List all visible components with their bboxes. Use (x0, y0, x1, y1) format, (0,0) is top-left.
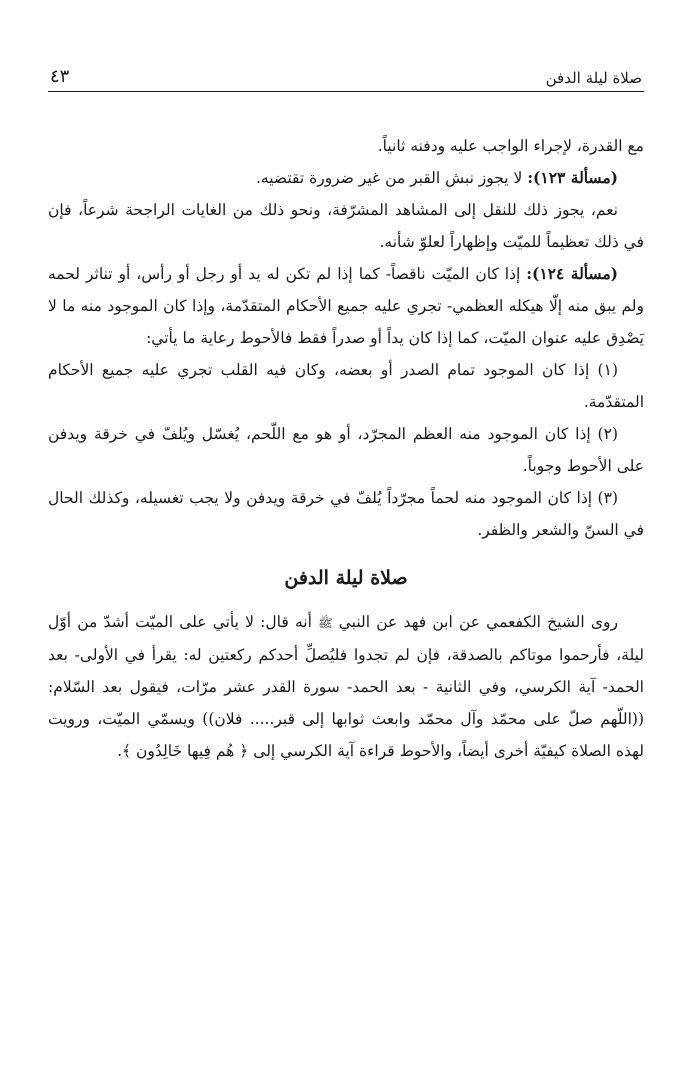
header-title: صلاة ليلة الدفن (545, 69, 642, 87)
page-content (48, 130, 644, 767)
list-item-2: (٢) إذا كان الموجود منه العظم المجرّد، أو هو مع اللّحم، يُغسّل ويُلفّ في خرقة ويدفن على الأحوط وجوباً. (48, 425, 644, 475)
list-item-3: (٣) إذا كان الموجود منه لحماً مجرّداً يُلفّ في خرقة ويدفن ولا يجب تغسيله، وكذلك الحال في السنّ والشعر والظفر. (48, 489, 644, 539)
list-item-1: (١) إذا كان الموجود تمام الصدر أو بعضه، وكان فيه القلب تجري عليه جميع الأحكام المتقدّمة. (48, 361, 644, 411)
page (48, 55, 644, 767)
masala-124-text: إذا كان الميّت ناقصاً- كما إذا لم تكن له يد أو رجل أو رأس، أو تناثر لحمه ولم يبق منه إلّا هيكله العظمي- تجري عليه جميع الأحكام المتقدّمة، وإذا كان الموجود منه ما لا يَصْدِق عليه عنوان الميّت، كما إذا كان يداً أو صدراً فقط فالأحوط رعاية ما يأتي: (48, 265, 644, 347)
paragraph-masala-124 (48, 258, 644, 354)
masala-123-text: لا يجوز نبش القبر من غير ضرورة تقتضيه. (255, 169, 528, 187)
section-title: صلاة ليلة الدفن (284, 567, 408, 589)
running-header (48, 55, 644, 92)
narration-start: روى الشيخ الكفعمي عن ابن فهد عن النبي (332, 613, 618, 631)
paragraph-burial-night-prayer (48, 606, 644, 767)
honorific-glyph: ﷺ (318, 616, 333, 630)
page-number: ٤٣ (50, 66, 70, 87)
narration-rest: أنه قال: لا يأتي على الميّت أشدّ من أوّل ليلة، فأرحموا موتاكم بالصدقة، فإن لم تجدوا فليُصلِّ أحدكم ركعتين له: يقرأ في الأولى- بعد الحمد- آية الكرسي، وفي الثانية - بعد الحمد- سورة القدر عشر مرّات، فيقول بعد السّلام: ((اللّهم صلّ على محمّد وآل محمّد وابعث ثوابها إلى قبر..... فلان)) ويسمّي الميّت، ورويت لهذه الصلاة كيفيّة أخرى أيضاً، والأحوط قراءة آية الكرسي إلى ﴿ هُم فِيها خَالِدُون ﴾. (48, 613, 644, 760)
paragraph-continuation: مع القدرة، لإجراء الواجب عليه ودفنه ثانياً. (377, 137, 644, 155)
masala-124-label: (مسألة ١٢٤): (526, 264, 618, 283)
paragraph-exception: نعم، يجوز ذلك للنقل إلى المشاهد المشرّفة، ونحو ذلك من الغايات الراجحة شرعاً، فإن في ذلك تعظيماً للميّت وإظهاراً لعلوّ شأنه. (48, 201, 644, 251)
masala-123-label: (مسألة ١٢٣): (527, 168, 618, 187)
paragraph-masala-123 (48, 162, 644, 194)
